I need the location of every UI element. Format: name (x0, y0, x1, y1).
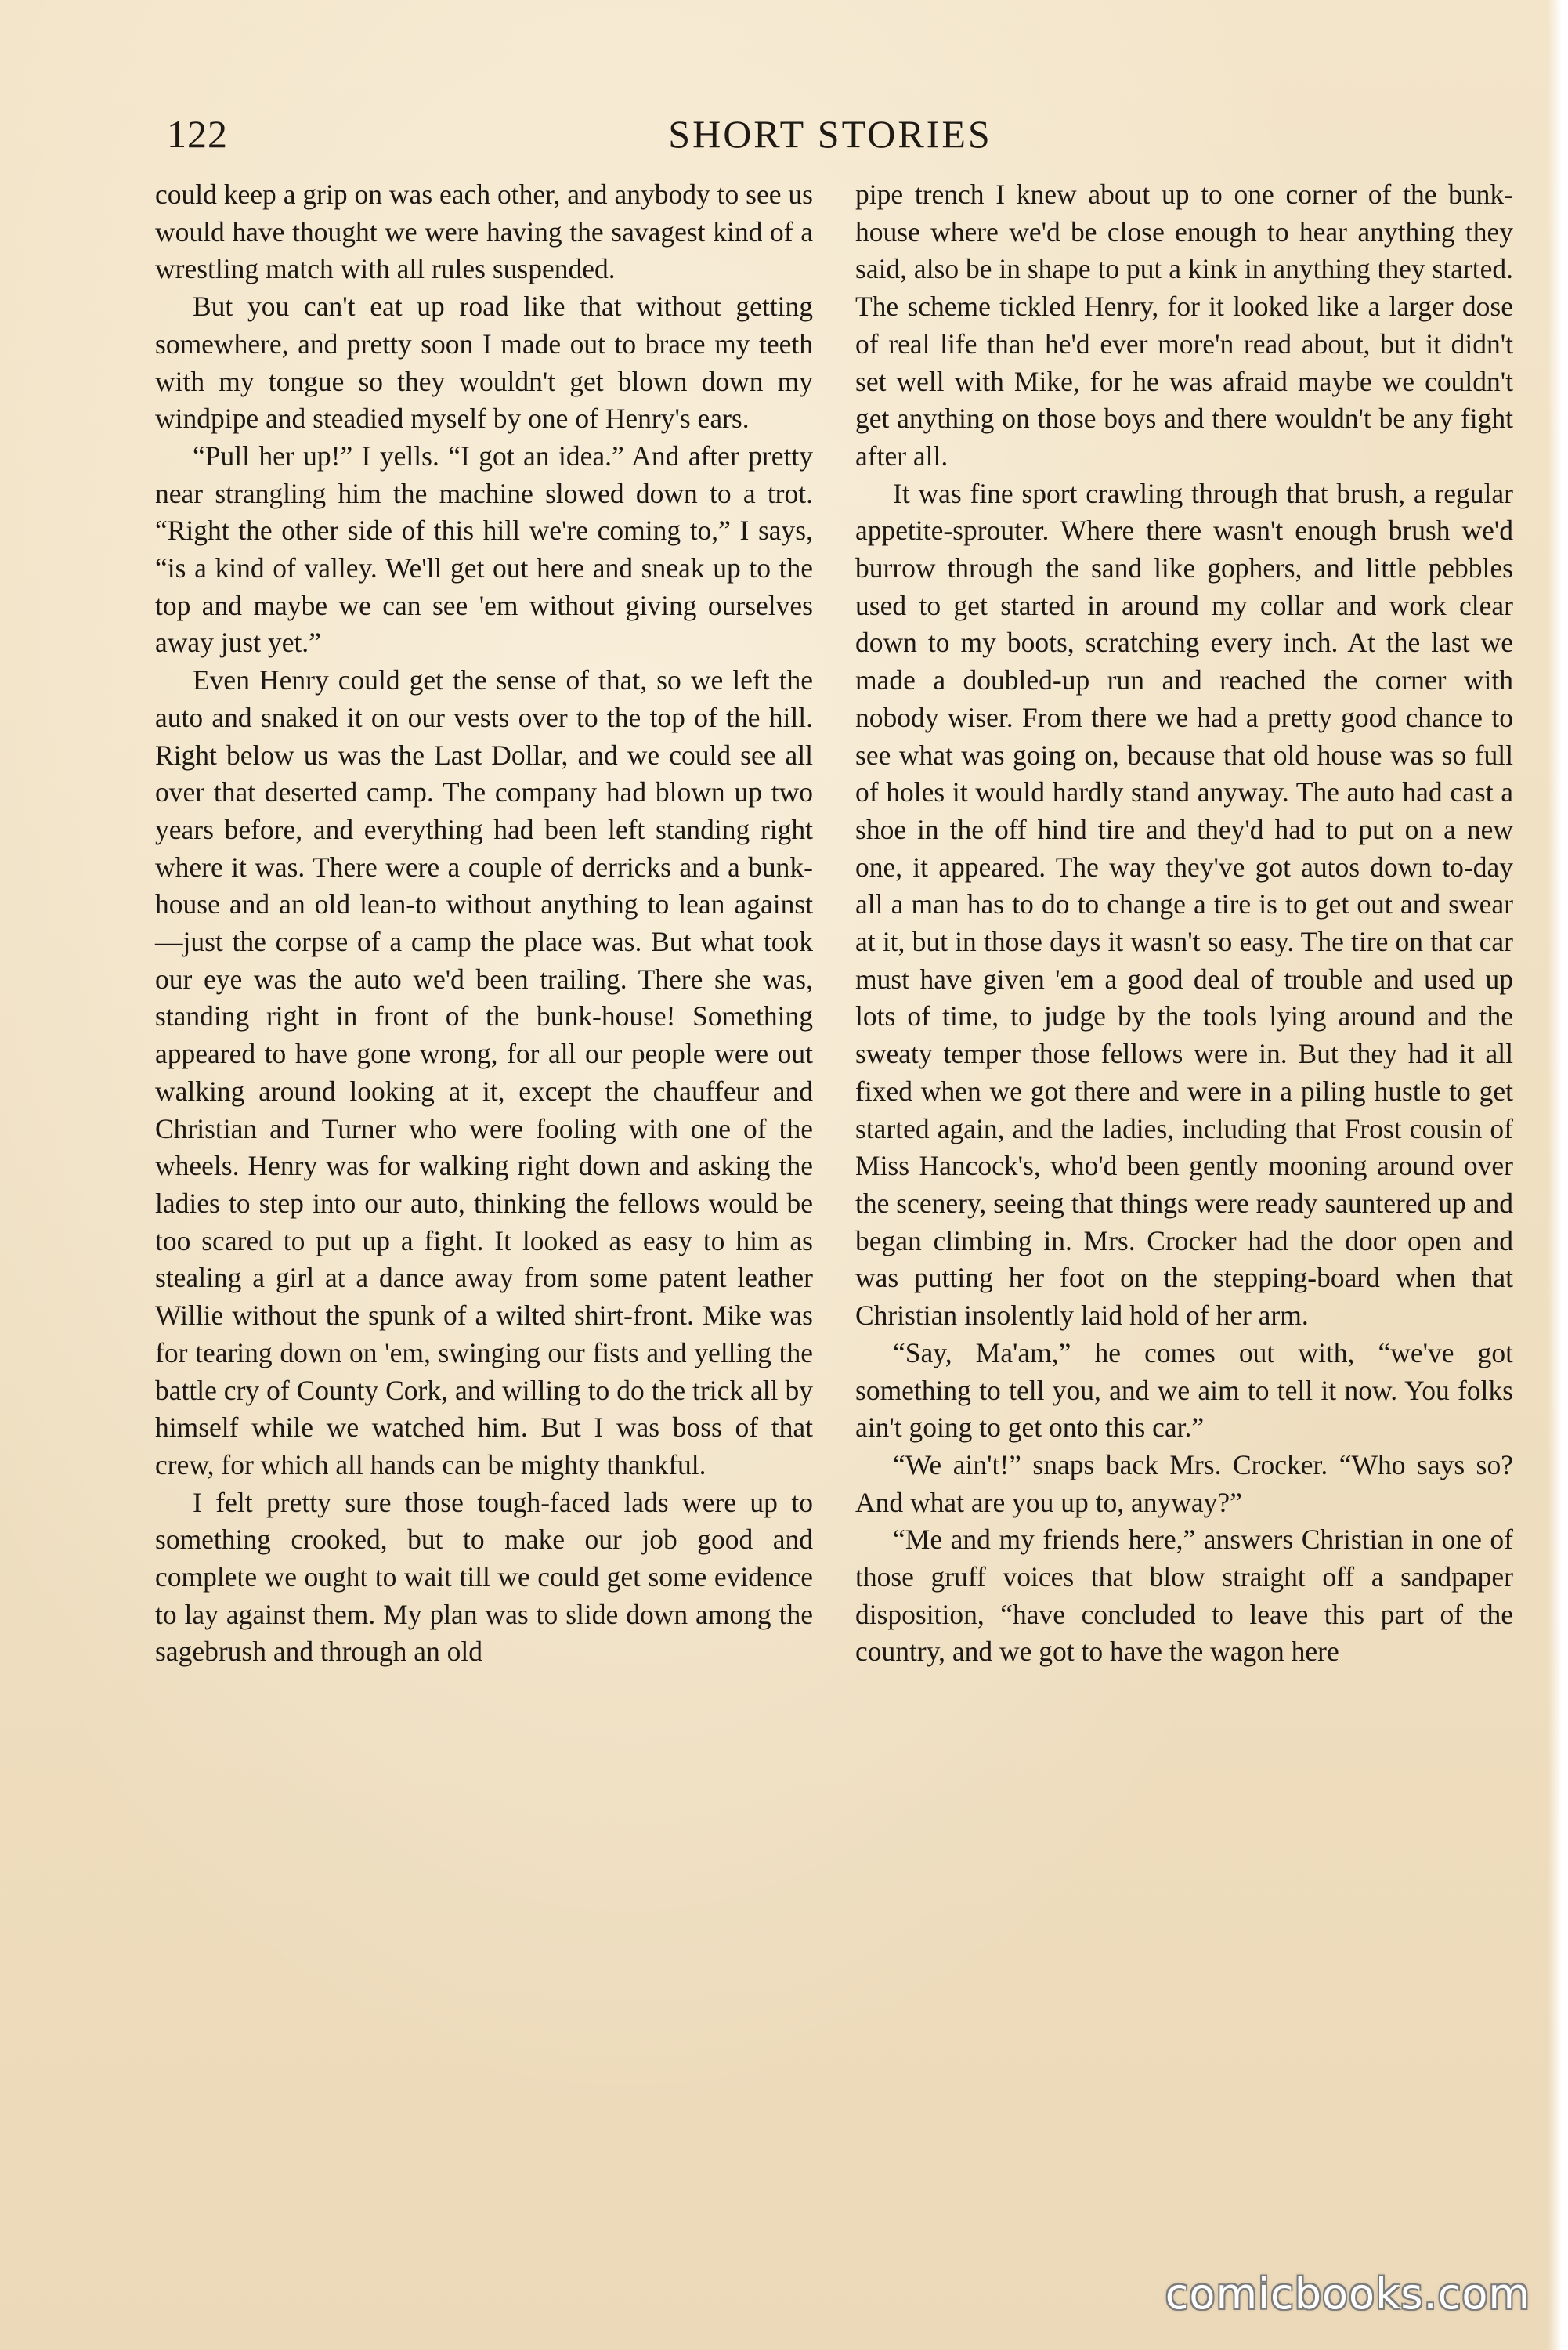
left-column (155, 176, 813, 1671)
page-edge (1548, 0, 1568, 2350)
right-column-paragraph: It was fine sport crawling through that brush, a regular appetite-sprouter. Where there wasn't enough brush we'd burrow through the sand like gophers, and little pebbles used to get started in around my collar and work clear down to my boots, scratching every inch. At the last we made a doubled-up run and reached the corner with nobody wiser. From there we had a pretty good chance to see what was going on, because that old house was so full of holes it would hardly stand anyway. The auto had cast a shoe in the off hind tire and they'd had to put on a new one, it appeared. The way they've got autos down to-day all a man has to do to change a tire is to get out and swear at it, but in those days it wasn't so easy. The tire on that car must have given 'em a good deal of trouble and used up lots of time, to judge by the tools lying around and the sweaty temper those fellows were in. But they had it all fixed when we got there and were in a piling hustle to get started again, and the ladies, including that Frost cousin of Miss Hancock's, who'd been gently mooning around over the scenery, seeing that things were ready sauntered up and began climbing in. Mrs. Crocker had the door open and was putting her foot on the stepping-board when that Christian insolently laid hold of her arm. (855, 477, 1513, 1332)
right-column-paragraph: “We ain't!” snaps back Mrs. Crocker. “Who says so? And what are you up to, anyway?” (855, 1448, 1513, 1518)
watermark-logo: comicbooks.com (1165, 2269, 1530, 2319)
left-column-paragraph: But you can't eat up road like that without getting somewhere, and pretty soon I made out to brace my teeth with my tongue so they wouldn't get blown down my windpipe and steadied myself by one of Henry's ears. (155, 291, 813, 435)
left-column-paragraph: could keep a grip on was each other, and anybody to see us would have thought we were having the savagest kind of a wrestling match with all rules suspended. (155, 179, 813, 285)
page-header (161, 111, 1500, 166)
left-column-paragraph: I felt pretty sure those tough-faced lads were up to something crooked, but to make our job good and complete we ought to wait till we could get some evidence to lay against them. My plan was to slide down among the sagebrush and through an old (155, 1486, 813, 1668)
left-column-paragraph: “Pull her up!” I yells. “I got an idea.” And after pretty near strangling him the machine slowed down to a trot. “Right the other side of this hill we're coming to,” I says, “is a kind of valley. We'll get out here and sneak up to the top and maybe we can see 'em without giving ourselves away just yet.” (155, 439, 813, 659)
running-head: SHORT STORIES (668, 112, 992, 156)
page-number: 122 (167, 112, 228, 156)
right-column-paragraph: “Say, Ma'am,” he comes out with, “we've got something to tell you, and we aim to tell it now. You folks ain't going to get onto this car.” (855, 1336, 1513, 1444)
right-column-paragraph: pipe trench I knew about up to one corner of the bunk-house where we'd be close enough to hear anything they said, also be in shape to put a kink in anything they started. The scheme tickled Henry, for it looked like a larger dose of real life than he'd ever more'n read about, but it didn't set well with Mike, for he was afraid maybe we couldn't get anything on those boys and there wouldn't be any fight after all. (855, 179, 1514, 472)
left-column-paragraph: Even Henry could get the sense of that, so we left the auto and snaked it on our vests over to the top of the hill. Right below us was the Last Dollar, and we could see all over that deserted camp. The company had blown up two years before, and everything had been left standing right where it was. There were a couple of derricks and a bunk-house and an old lean-to without anything to lean against—just the corpse of a camp the place was. But what took our eye was the auto we'd been trailing. There she was, standing right in front of the bunk-house! Something appeared to have gone wrong, for all our people were out walking around looking at it, except the chauffeur and Christian and Turner who were fooling with one of the wheels. Henry was for walking right down and asking the ladies to step into our auto, thinking the fellows would be too scared to put up a fight. It looked as easy to him as stealing a girl at a dance away from some patent leather Willie without the spunk of a wilted shirt-front. Mike was for tearing down on 'em, swinging our fists and yelling the battle cry of County Cork, and willing to do the trick all by himself while we watched him. But I was boss of that crew, for which all hands can be mighty thankful. (155, 664, 813, 1480)
right-column (855, 176, 1513, 1671)
right-column-paragraph: “Me and my friends here,” answers Christian in one of those gruff voices that blow straight off a sandpaper disposition, “have concluded to leave this part of the country, and we got to have the wagon here (855, 1524, 1513, 1668)
